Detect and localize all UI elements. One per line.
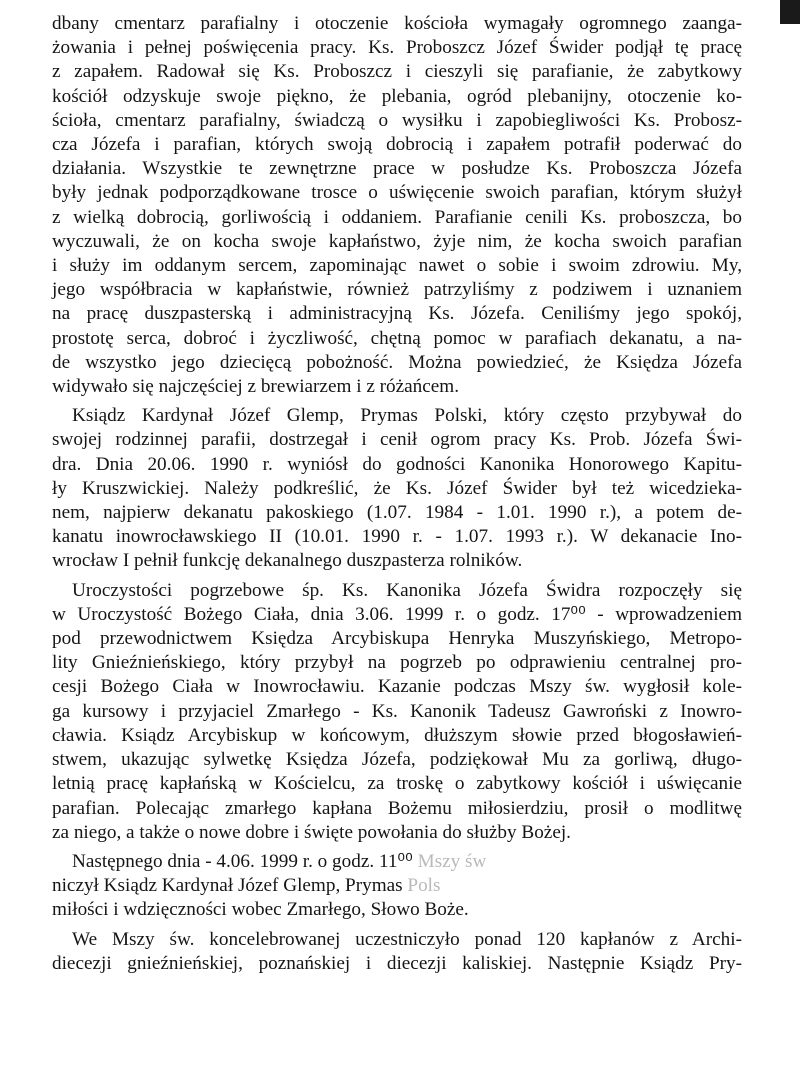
text-line: i służy im oddanym sercem, zapominając nawet o sobie i swoim zdrowiu. My, xyxy=(52,255,742,277)
document-page xyxy=(52,12,742,976)
faded-text: Mszy św xyxy=(417,850,487,872)
text-line-content: Następnego dnia - 4.06. 1999 r. o godz. 11⁰⁰ xyxy=(72,850,413,872)
text-line: Ksiądz Kardynał Józef Glemp, Prymas Polski, który często przybywał do xyxy=(72,405,742,427)
text-line: z wielką dobrocią, gorliwością i oddaniem. Parafianie cenili Ks. proboszcza, bo xyxy=(52,206,742,228)
faded-text: Pols xyxy=(407,875,441,897)
paragraph-3 xyxy=(52,579,742,845)
text-line: de wszystko jego dziecięcą pobożność. Można powiedzieć, że Księdza Józefa xyxy=(52,351,742,373)
text-line: kościół odzyskuje swoje piękno, że plebania, ogród plebanijny, otoczenie ko- xyxy=(52,85,742,107)
text-line: diecezji gnieźnieńskiej, poznańskiej i diecezji kaliskiej. Następnie Ksiądz Pry- xyxy=(52,952,742,974)
text-line: dbany cmentarz parafialny i otoczenie kościoła wymagały ogromnego zaanga- xyxy=(52,13,742,34)
text-line: cławia. Ksiądz Arcybiskup w końcowym, dłuższym słowie przed błogosławień- xyxy=(52,724,742,746)
text-line: letnią pracę kapłańską w Kościelcu, za troskę o zabytkowy kościół i uświęcanie xyxy=(52,773,742,795)
text-line: żowania i pełnej poświęcenia pracy. Ks. Proboszcz Józef Świder podjął tę pracę xyxy=(52,37,742,59)
text-line-content: niczył Ksiądz Kardynał Józef Glemp, Prymas xyxy=(52,875,403,897)
text-line: działania. Wszystkie te zewnętrzne prace w posłudze Ks. Proboszcza Józefa xyxy=(52,158,742,180)
text-line: z zapałem. Radował się Ks. Proboszcz i cieszyli się parafianie, że zabytkowy xyxy=(52,61,742,83)
paragraph-2 xyxy=(52,404,742,573)
text-line: były jednak podporządkowane trosce o uświęcenie swoich parafian, którym służył xyxy=(52,182,742,204)
text-line: kanatu inowrocławskiego II (10.01. 1990 r. - 1.07. 1993 r.). W dekanacie Ino- xyxy=(52,526,742,548)
text-line xyxy=(52,874,742,898)
paragraph-1 xyxy=(52,12,742,399)
text-line xyxy=(52,850,742,874)
text-line: widywało się najczęściej z brewiarzem i z różańcem. xyxy=(52,376,459,398)
text-line: ły Kruszwickiej. Należy podkreślić, że Ks. Józef Świder był też wicedziekа- xyxy=(52,477,742,499)
scan-edge-mark xyxy=(780,0,800,24)
text-line: cza Józefa i parafian, których swoją dobrocią i zapałem potrafił poderwać do xyxy=(52,134,742,156)
text-line: cesji Bożego Ciała w Inowrocławiu. Kazanie podczas Mszy św. wygłosił kole- xyxy=(52,676,742,698)
text-line: za niego, a także o nowe dobre i święte powołania do służby Bożej. xyxy=(52,821,571,843)
text-line: lity Gnieźnieńskiego, który przybył na pogrzeb po odprawieniu centralnej pro- xyxy=(52,652,742,674)
text-line: nem, najpierw dekanatu pakoskiego (1.07. 1984 - 1.01. 1990 r.), a potem de- xyxy=(52,502,742,524)
text-line: na pracę duszpasterską i administracyjną Ks. Józefa. Ceniliśmy jego spokój, xyxy=(52,303,742,325)
text-line: miłości i wdzięczności wobec Zmarłego, Słowo Boże. xyxy=(52,899,469,921)
text-line: wyczuwali, że on kocha swoje kapłaństwo, żyje nim, że kocha swoich parafian xyxy=(52,230,742,252)
text-line: w Uroczystość Bożego Ciała, dnia 3.06. 1999 r. o godz. 17⁰⁰ - wprowadzeniem xyxy=(52,603,742,625)
text-line: wrocław I pełnił funkcję dekanalnego duszpasterza rolników. xyxy=(52,550,523,572)
text-line: Uroczystości pogrzebowe śp. Ks. Kanonika Józefa Świdra rozpoczęły się xyxy=(72,579,742,601)
text-line: stwem, ukazując sylwetkę Księdza Józefa, podziękował Mu za gorliwą, długo- xyxy=(52,749,742,771)
text-line: ścioła, cmentarz parafialny, świadczą o wysiłku i zapobiegliwości Ks. Probosz- xyxy=(52,109,742,131)
text-line: jego współbracia w kapłaństwie, również patrzyliśmy z podziwem i uznaniem xyxy=(52,279,742,301)
text-line: ga kursowy i przyjaciel Zmarłego - Ks. Kanonik Tadeusz Gawroński z Inowro- xyxy=(52,700,742,722)
paragraph-5 xyxy=(52,928,742,976)
text-line: dra. Dnia 20.06. 1990 r. wyniósł do godności Kanonika Honorowego Kapitu- xyxy=(52,453,742,475)
text-line: swojej rodzinnej parafii, dostrzegał i cenił ogrom pracy Ks. Prob. Józefa Świ- xyxy=(52,429,742,451)
text-line: parafian. Polecając zmarłego kapłana Bożemu miłosierdziu, prosił o modlitwę xyxy=(52,797,742,819)
text-line: We Mszy św. koncelebrowanej uczestniczyło ponad 120 kapłanów z Archi- xyxy=(72,928,742,950)
text-line: pod przewodnictwem Księdza Arcybiskupa Henryka Muszyńskiego, Metropo- xyxy=(52,628,742,650)
text-line: prostotę serca, dobroć i życzliwość, chętną pomoc w parafiach dekanatu, a na- xyxy=(52,327,742,349)
paragraph-4 xyxy=(52,850,742,923)
